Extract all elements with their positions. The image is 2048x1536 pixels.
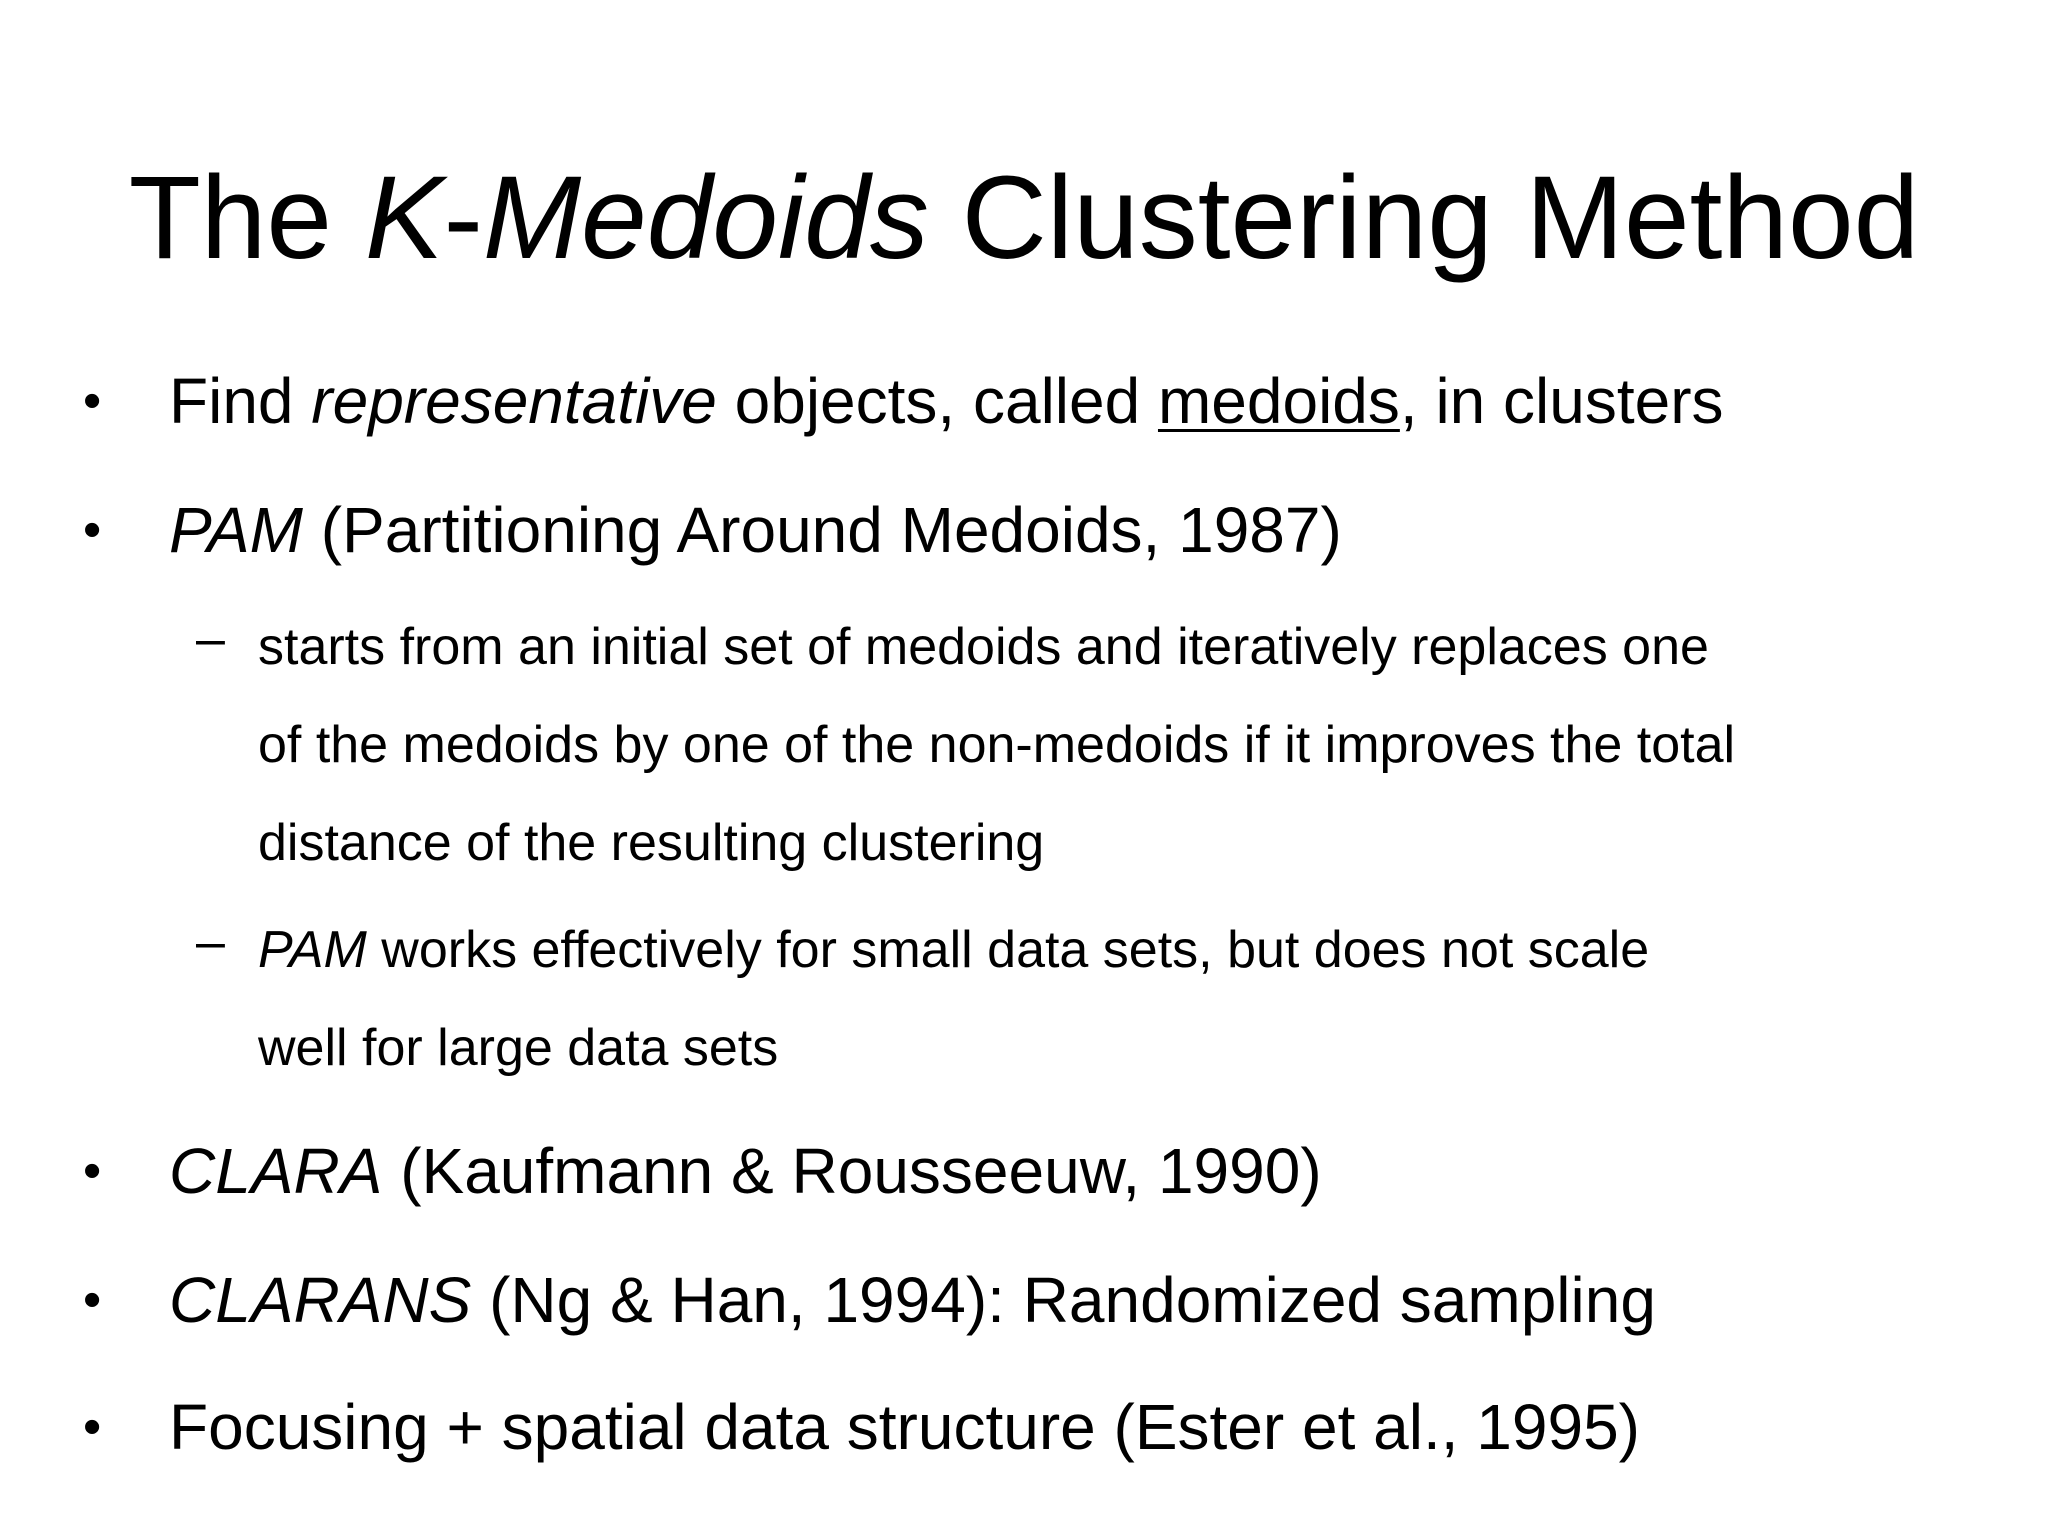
bullet-text: Find: [169, 365, 312, 437]
bullet-italic: PAM: [169, 494, 303, 566]
title-hyphen: -: [443, 152, 483, 284]
title-prefix: The: [128, 152, 365, 284]
bullet-focusing: [83, 1389, 1640, 1465]
sub-bullet-pam-works: [196, 901, 1650, 1097]
title-medoids: Medoids: [482, 152, 929, 284]
bullet-italic: CLARANS: [169, 1264, 472, 1336]
sub-bullet-line: of the medoids by one of the non-medoids if it improves the total: [258, 716, 1736, 774]
sub-bullet-line: well for large data sets: [258, 1019, 779, 1077]
sub-bullet-italic: PAM: [258, 921, 367, 979]
slide-title: [0, 148, 2048, 288]
bullet-find-representative: [83, 363, 1724, 439]
title-k: K: [364, 152, 444, 284]
dash-icon: –: [196, 913, 225, 971]
bullet-text: (Partitioning Around Medoids, 1987): [302, 494, 1342, 566]
bullet-text: objects, called: [716, 365, 1158, 437]
bullet-icon: •: [83, 372, 102, 430]
bullet-italic: representative: [311, 365, 717, 437]
dash-icon: –: [196, 610, 225, 668]
bullet-clarans: [83, 1262, 1656, 1338]
sub-bullet-text: works effectively for small data sets, but does not scale: [366, 921, 1650, 979]
sub-bullet-line: distance of the resulting clustering: [258, 814, 1045, 872]
sub-bullet-starts-from: [196, 598, 1736, 892]
bullet-icon: •: [83, 1142, 102, 1200]
bullet-icon: •: [83, 1398, 102, 1456]
bullet-clara: [83, 1133, 1322, 1209]
sub-bullet-line: [258, 901, 1649, 999]
bullet-text: Focusing + spatial data structure (Ester et al., 1995): [169, 1391, 1640, 1463]
title-suffix: Clustering Method: [928, 152, 1920, 284]
medoids-underlined: medoids: [1157, 365, 1400, 437]
bullet-icon: •: [83, 1271, 102, 1329]
bullet-text: , in clusters: [1399, 365, 1724, 437]
bullet-text: (Ng & Han, 1994): Randomized sampling: [471, 1264, 1656, 1336]
bullet-pam: [83, 492, 1342, 568]
bullet-text: (Kaufmann & Rousseeuw, 1990): [382, 1135, 1322, 1207]
sub-bullet-line: starts from an initial set of medoids and iteratively replaces one: [258, 618, 1709, 676]
bullet-italic: CLARA: [169, 1135, 383, 1207]
bullet-icon: •: [83, 501, 102, 559]
